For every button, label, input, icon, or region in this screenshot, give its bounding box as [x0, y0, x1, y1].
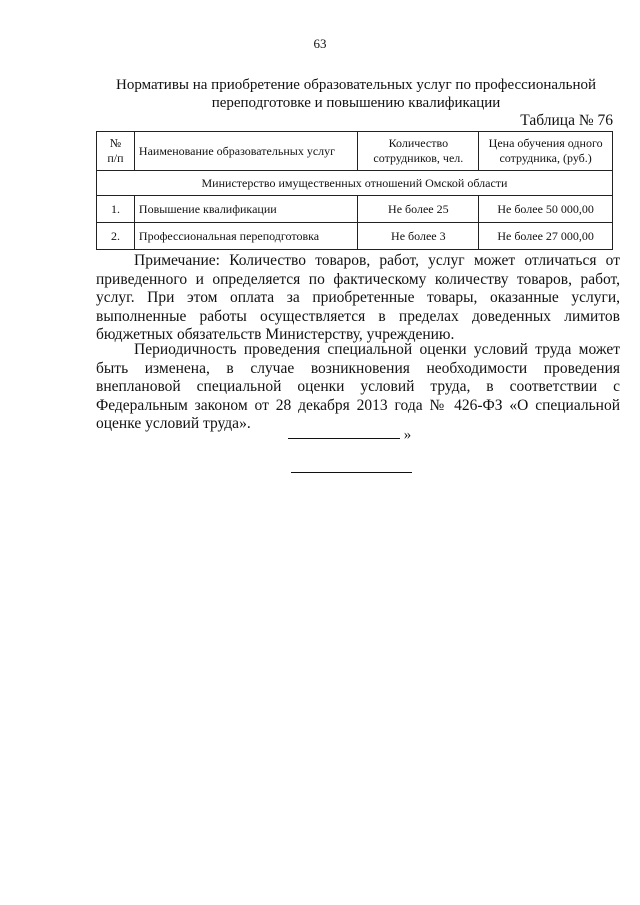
- table-row: [97, 223, 613, 250]
- row-qty: Не более 25: [358, 196, 479, 223]
- header-price: [479, 132, 613, 171]
- header-price-line-2: сотрудника, (руб.): [499, 151, 592, 165]
- document-title-line-1: Нормативы на приобретение образовательных услуг по профессиональной: [115, 77, 597, 93]
- table-section-row: [97, 171, 613, 196]
- row-name: Повышение квалификации: [134, 196, 358, 223]
- header-name: Наименование образовательных услуг: [134, 132, 358, 171]
- row-price: Не более 50 000,00: [479, 196, 613, 223]
- page-number: 63: [313, 36, 327, 51]
- closing-blank-underline: [288, 426, 400, 439]
- document-title-line-2: переподготовке и повышению квалификации: [211, 95, 501, 111]
- end-divider: [291, 472, 412, 473]
- header-qty-line-1: Количество: [388, 136, 449, 150]
- row-price: Не более 27 000,00: [479, 223, 613, 250]
- header-qty-line-2: сотрудников, чел.: [373, 151, 464, 165]
- periodicity-paragraph: Периодичность проведения специальной оценки условий труда может быть изменена, в случае возникновения необходимости проведения внеплановой специальной оценки условий труда, в соответствии с Федеральным законом от 28 декабря 2013 года № 426-ФЗ «О специальной оценке условий труда».: [96, 341, 620, 433]
- row-name: Профессиональная переподготовка: [134, 223, 358, 250]
- note-paragraph: Примечание: Количество товаров, работ, услуг может отличаться от приведенного и определяется по фактическому количеству товаров, работ, услуг. При этом оплата за приобретенные товары, оказанные услуги, выполненные работы осуществляется в пределах доведенных лимитов бюджетных обязательств Министерству, учреждению.: [96, 252, 620, 344]
- row-qty: Не более 3: [358, 223, 479, 250]
- row-num: 2.: [97, 223, 135, 250]
- table-row: [97, 196, 613, 223]
- header-num-line-2: п/п: [107, 151, 124, 165]
- table-label: Таблица № 76: [520, 112, 613, 129]
- document-title: [96, 76, 616, 112]
- header-num: [97, 132, 135, 171]
- table-header-row: [97, 132, 613, 171]
- header-qty: [358, 132, 479, 171]
- header-price-line-1: Цена обучения одного: [488, 136, 603, 150]
- closing-line: [288, 426, 411, 443]
- row-num: 1.: [97, 196, 135, 223]
- norms-table: [96, 131, 613, 250]
- header-num-line-1: №: [109, 136, 122, 150]
- closing-quote-mark: »: [403, 427, 412, 443]
- section-title: Министерство имущественных отношений Омской области: [97, 171, 613, 196]
